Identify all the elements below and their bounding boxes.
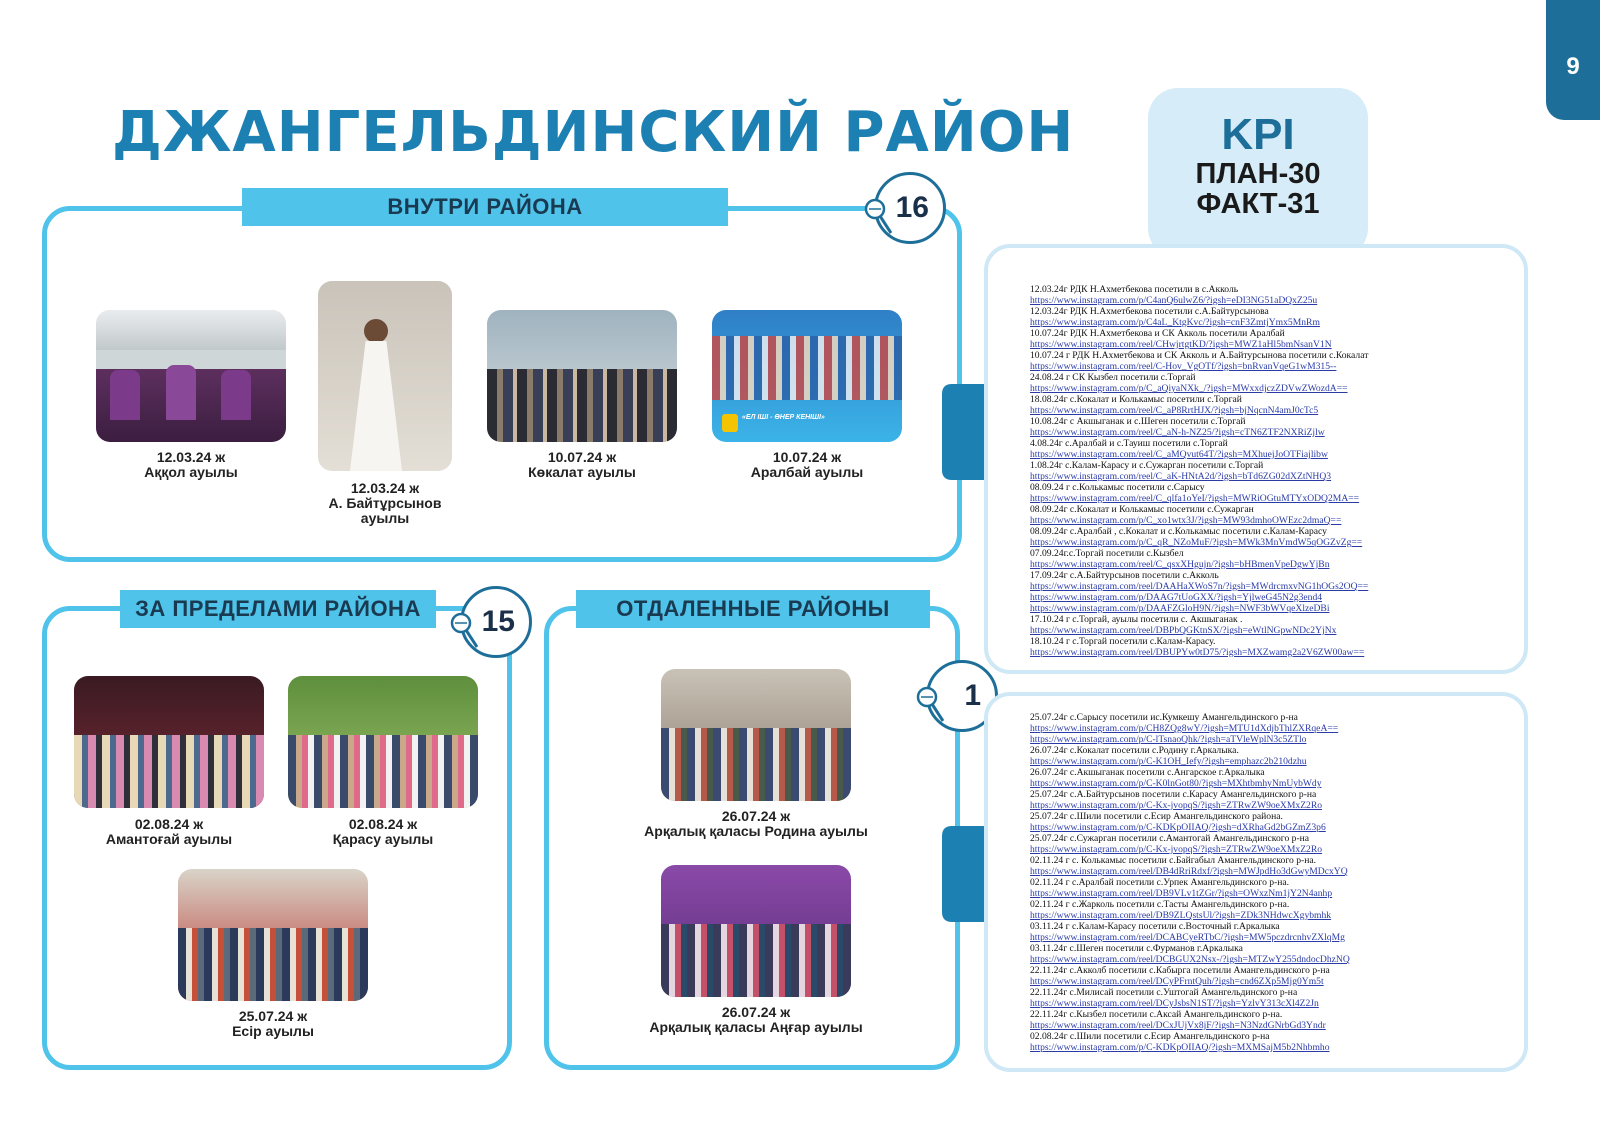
instagram-link[interactable]: https://www.instagram.com/reel/DCxJUjVx8jF/?igsh=N3NzdGNrbGd3Yndr [1030,1020,1326,1031]
visit-entry: 12.03.24г РДК Н.Ахметбекова посетили с.А.Байтурсынова [1030,306,1269,317]
visit-entry: 25.07.24г с.Шили посетили с.Есир Амангельдинского района. [1030,811,1283,822]
instagram-link[interactable]: https://www.instagram.com/reel/DCABCyeRTbC/?igsh=MW5pczdrcnhvZXlqMg [1030,932,1345,943]
visit-entry: 08.09.24 г с.Колькамыс посетили с.Сарысу [1030,482,1205,493]
photo-esir [178,869,368,1001]
visit-entry: 18.10.24 г с.Торгай посетили с.Калам-Карасу. [1030,636,1216,647]
caption-kokalat [487,450,677,480]
caption-place: А. Байтұрсынов ауылы [328,495,442,526]
instagram-link[interactable]: https://www.instagram.com/reel/DB9VLv1tZGr/?igsh=OWxzNm1jY2N4anhp [1030,888,1333,899]
caption-aralbai [712,450,902,480]
visits-log-top [1030,284,1510,658]
caption-rodina [641,809,871,839]
kpi-plan: ПЛАН-30 [1195,158,1321,190]
emblem-icon [722,414,738,432]
visits-log-bottom [1030,712,1510,1053]
visit-entry: 08.09.24г с.Аралбай , с.Кокалат и с.Колькамыс посетили с.Калам-Карасу [1030,526,1327,537]
photo-aralbai [712,310,902,442]
kpi-fact: ФАКТ-31 [1196,188,1320,220]
caption-date: 25.07.24 ж [238,1008,308,1024]
caption-angar [641,1005,871,1035]
visit-entry: 25.07.24г с.Сужарган посетили с.Амантогай Амангельдинского р-на [1030,833,1310,844]
instagram-link[interactable]: https://www.instagram.com/p/C-KDKpOIIAQ/?igsh=MXMSajM5b2Nhbmho [1030,1042,1330,1053]
page-number: 9 [1566,53,1580,80]
inside-count: 16 [895,191,929,224]
caption-place: Аққол ауылы [144,464,238,480]
caption-karasu [288,817,478,847]
inside-district-header: ВНУТРИ РАЙОНА [242,188,728,226]
caption-esir [178,1009,368,1039]
visit-entry: 10.07.24г РДК Н.Ахметбекова и СК Акколь посетили Аралбай [1030,328,1285,339]
microphone-icon [449,611,483,651]
instagram-link[interactable]: https://www.instagram.com/reel/DCBGUX2Nsx-/?igsh=MTZwY255dndocDhzNQ [1030,954,1350,965]
photo-kokalat [487,310,677,442]
visit-entry: 17.09.24г с.А.Байтурсынов посетили с.Акколь [1030,570,1219,581]
caption-date: 10.07.24 ж [772,449,842,465]
instagram-link[interactable]: https://www.instagram.com/p/C_xo1wtx3J/?igsh=MW93dmhoOWEzc2dmaQ== [1030,515,1342,526]
visit-entry: 22.11.24г с.Милисай посетили с.Уштогай Амангельдинского р-на [1030,987,1298,998]
instagram-link[interactable]: https://www.instagram.com/reel/DCyJsbsN1ST/?igsh=YzlvY313cXl4Z2Jn [1030,998,1319,1009]
visit-entry: 03.11.24г с.Шеген посетили с.Фурманов г.Аркалыка [1030,943,1243,954]
visit-entry: 17.10.24 г с.Торгай, ауылы посетили с. Акшыганак . [1030,614,1243,625]
remote-count: 1 [964,679,981,712]
instagram-link[interactable]: https://www.instagram.com/reel/CHwjrtgtKD/?igsh=MWZ1aHl5bmNsanV1N [1030,339,1332,350]
instagram-link[interactable]: https://www.instagram.com/reel/C_qlfa1oYeI/?igsh=MWRiOGtuMTYxODQ2MA== [1030,493,1360,504]
instagram-link[interactable]: https://www.instagram.com/p/DAAFZGloH9N/?igsh=NWF3bWVqeXlzeDBi [1030,603,1330,614]
visit-entry: 22.11.24г с.Кызбел посетили с.Аксай Амангельдинского р-на. [1030,1009,1283,1020]
visit-entry: 25.07.24г с.А.Байтурсынов посетили с.Карасу Амангельдинского р-на [1030,789,1317,800]
visit-entry: 02.11.24 г с.Аралбай посетили с.Урпек Амангельдинского р-на. [1030,877,1290,888]
instagram-link[interactable]: https://www.instagram.com/reel/DB4dRriRdxf/?igsh=MWJpdHo3dGwyMDcxYQ [1030,866,1348,877]
instagram-link[interactable]: https://www.instagram.com/reel/C-Hov_VgOTf/?igsh=bnRvanVqeG1wM315-- [1030,361,1337,372]
instagram-link[interactable]: https://www.instagram.com/p/C-K0lnGot80/?igsh=MXhtbmhyNmUybWdy [1030,778,1322,789]
microphone-icon [863,197,897,237]
instagram-link[interactable]: https://www.instagram.com/p/C4aL_KtgKvc/?igsh=cnF3ZmtjYmx5MnRm [1030,317,1320,328]
visit-entry: 10.07.24 г РДК Н.Ахметбекова и СК Акколь и А.Байтурсынова посетили с.Кокалат [1030,350,1369,361]
instagram-link[interactable]: https://www.instagram.com/reel/C_aK-HNtA2d/?igsh=bTd6ZG02dXZtNHQ3 [1030,471,1332,482]
instagram-link[interactable]: https://www.instagram.com/reel/DAAHaXWoS7n/?igsh=MWdrcmxvNG1hOGs2OQ== [1030,581,1369,592]
caption-place: Аралбай ауылы [750,464,864,480]
visit-entry: 02.11.24 г с.Жарколь посетили с.Тасты Амангельдинского р-на. [1030,899,1290,910]
caption-place: Есір ауылы [232,1023,314,1039]
visit-entry: 1.08.24г с.Калам-Карасу и с.Сужарган посетили с.Торгай [1030,460,1264,471]
caption-place: Арқалық қаласы Родина ауылы [644,823,868,839]
caption-date: 12.03.24 ж [156,449,226,465]
caption-place: Арқалық қаласы Аңғар ауылы [649,1019,863,1035]
outside-count-badge [460,586,532,658]
outside-district-header: ЗА ПРЕДЕЛАМИ РАЙОНА [120,590,436,628]
instagram-link[interactable]: https://www.instagram.com/reel/C_aMQvut64T/?igsh=MXhuejJoOTFiajlibw [1030,449,1328,460]
kpi-title: KPI [1221,110,1295,159]
instagram-link[interactable]: https://www.instagram.com/reel/DBPbQGKtnSX/?igsh=eWtlNGpwNDc2YjNx [1030,625,1337,636]
caption-date: 02.08.24 ж [134,816,204,832]
caption-baitursynov [318,481,452,526]
visit-entry: 22.11.24г с.Акколб посетили с.Кабырга посетили Амангельдинского р-на [1030,965,1330,976]
inside-count-badge [874,172,946,244]
instagram-link[interactable]: https://www.instagram.com/p/C-Kx-jvopqS/?igsh=ZTRwZW9oeXMxZ2Ro [1030,800,1323,811]
instagram-link[interactable]: https://www.instagram.com/p/C4anQ6ulwZ6/?igsh=eDI3NG51aDQxZ25u [1030,295,1318,306]
visit-entry: 26.07.24г с.Акшыганак посетили с.Ангарское г.Аркалыка [1030,767,1265,778]
caption-place: Көкалат ауылы [528,464,636,480]
photo-akkol [96,310,286,442]
instagram-link[interactable]: https://www.instagram.com/reel/C_aP8RrtHJX/?igsh=bjNqcnN4amJ0cTc5 [1030,405,1319,416]
instagram-link[interactable]: https://www.instagram.com/reel/C_aN-h-NZ25/?igsh=cTN6ZTF2NXRiZjlw [1030,427,1325,438]
visit-entry: 07.09.24г.с.Торгай посетили с.Кызбел [1030,548,1184,559]
caption-akkol [96,450,286,480]
visit-entry: 02.11.24 г с. Колькамыс посетили с.Байгабыл Амангельдинского р-на. [1030,855,1317,866]
visit-entry: 10.08.24г с Акшыганак и с.Шеген посетили с.Торгай [1030,416,1246,427]
instagram-link[interactable]: https://www.instagram.com/reel/DBUPYw0tD75/?igsh=MXZwamg2a2V6ZW00aw== [1030,647,1365,658]
visit-entry: 12.03.24г РДК Н.Ахметбекова посетили в с.Акколь [1030,284,1239,295]
visit-entry: 03.11.24 г с.Калам-Карасу посетили с.Восточный г.Аркалыка [1030,921,1280,932]
photo-amantogai [74,676,264,808]
instagram-link[interactable]: https://www.instagram.com/p/C-lTsnaoQhk/?igsh=aTVleWplN3c5ZTlo [1030,734,1307,745]
caption-date: 26.07.24 ж [721,1004,791,1020]
photo-karasu [288,676,478,808]
caption-place: Амантоғай ауылы [105,831,233,847]
caption-date: 26.07.24 ж [721,808,791,824]
instagram-link[interactable]: https://www.instagram.com/reel/DCyPFrntQuh/?igsh=cnd6ZXp5Mjg0Ym5t [1030,976,1324,987]
caption-date: 12.03.24 ж [350,480,420,496]
page-title: ДЖАНГЕЛЬДИНСКИЙ РАЙОН [112,100,1075,165]
page-number-tab [1546,0,1600,120]
caption-place: Қарасу ауылы [332,831,434,847]
visit-entry: 08.09.24г с.Кокалат и Колькамыс посетили с.Сужарган [1030,504,1254,515]
instagram-link[interactable]: https://www.instagram.com/p/C_qR_NZoMuF/?igsh=MWk3MnVmdW5qOGZvZg== [1030,537,1363,548]
photo-angar [661,865,851,997]
photo-rodina [661,669,851,801]
microphone-icon [915,685,949,725]
photo-baitursynov [318,281,452,471]
caption-date: 10.07.24 ж [547,449,617,465]
outside-count: 15 [481,605,515,638]
visit-entry: 02.08.24г с.Шили посетили с.Есир Амангельдинского р-на [1030,1031,1270,1042]
photo-banner-text: «ЕЛ ІШІ - ӨНЕР КЕНІШІ» [742,414,825,421]
remote-districts-header: ОТДАЛЕННЫЕ РАЙОНЫ [576,590,930,628]
instagram-link[interactable]: https://www.instagram.com/p/C_aQiyaNXk_/?igsh=MWxxdjczZDVwZWozdA== [1030,383,1348,394]
visit-entry: 24.08.24 г СК Кызбел посетили с.Торгай [1030,372,1196,383]
instagram-link[interactable]: https://www.instagram.com/p/C-KDKpOIIAQ/?igsh=dXRhaGd2bGZmZ3p6 [1030,822,1326,833]
instagram-link[interactable]: https://www.instagram.com/reel/DB9ZLQstsUl/?igsh=ZDk3NHdwcXgybmhk [1030,910,1332,921]
instagram-link[interactable]: https://www.instagram.com/p/C-Kx-jvopqS/?igsh=ZTRwZW9oeXMxZ2Ro [1030,844,1323,855]
instagram-link[interactable]: https://www.instagram.com/p/DAAG7tUoGXX/?igsh=YjlweG45N2g3end4 [1030,592,1323,603]
visit-entry: 18.08.24г с.Кокалат и Колькамыс посетили с.Торгай [1030,394,1242,405]
caption-amantogai [74,817,264,847]
instagram-link[interactable]: https://www.instagram.com/p/CH8ZQg8wY/?igsh=MTU1dXdjbThlZXRqeA== [1030,723,1339,734]
instagram-link[interactable]: https://www.instagram.com/p/C-K1OH_Iefy/?igsh=emphazc2b210dzhu [1030,756,1307,767]
visit-entry: 25.07.24г с.Сарысу посетили ис.Кумкешу Амангельдинского р-на [1030,712,1298,723]
caption-date: 02.08.24 ж [348,816,418,832]
instagram-link[interactable]: https://www.instagram.com/reel/C_qsxXHgujn/?igsh=bHBmenVpeDgwYjBn [1030,559,1330,570]
visit-entry: 26.07.24г с.Кокалат посетили с.Родину г.Аркалыка. [1030,745,1239,756]
visit-entry: 4.08.24г с.Аралбай и с.Тауиш посетили с.Торгай [1030,438,1228,449]
